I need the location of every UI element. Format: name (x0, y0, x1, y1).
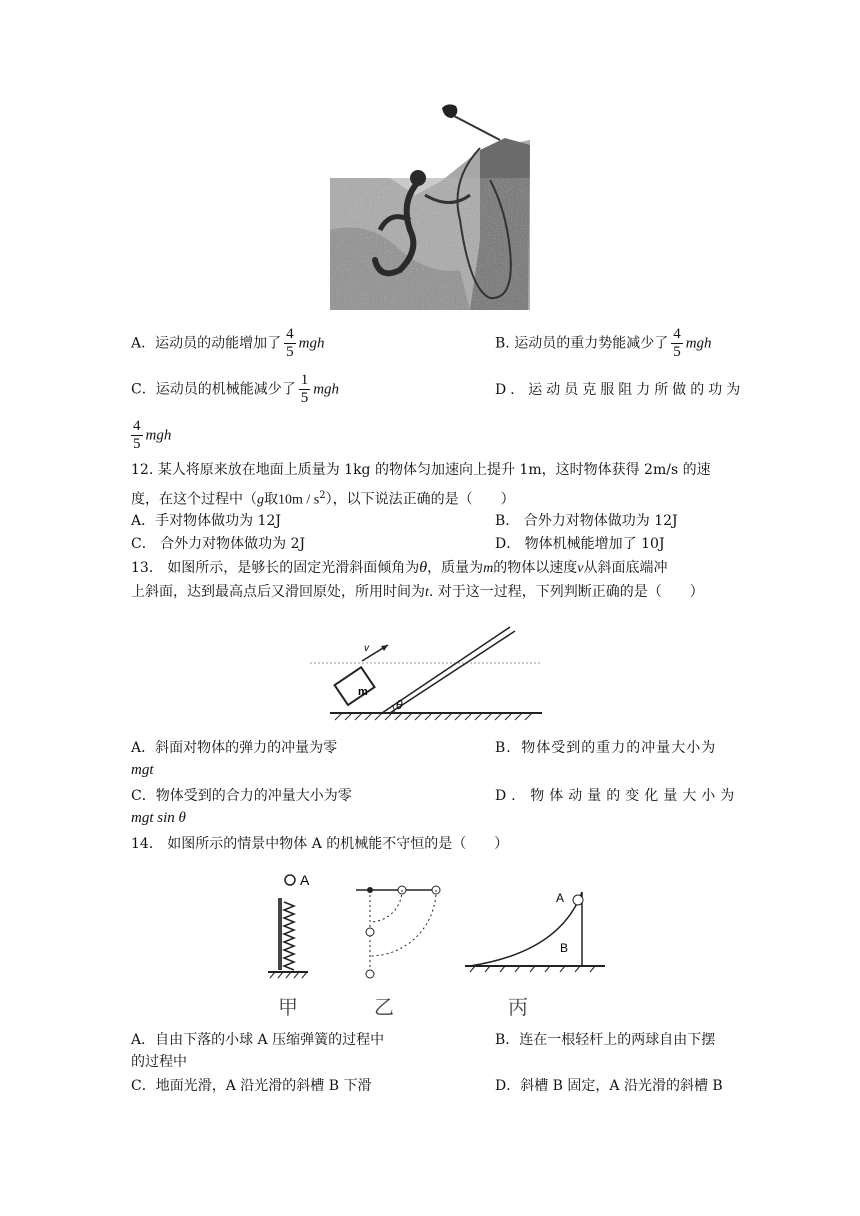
mgh-term: mgh (145, 427, 172, 444)
q12-stem-line1: 12. 某人将原来放在地面上质量为 1kg 的物体匀加速向上提升 1m，这时物体获得 2m/s 的速 (131, 462, 711, 478)
ball-a-label: A (300, 872, 310, 888)
q11-option-d-text: D．运动员克服阻力所做的功为 (495, 382, 745, 398)
incline-figure (310, 625, 545, 725)
ramp-a-label: A (556, 891, 565, 905)
ramp-b-label: B (560, 941, 569, 955)
q13-stem-text: 的物体以速度 (493, 560, 578, 576)
q12-stem-text: 取 (264, 491, 278, 508)
q13-stem-text: 上斜面，达到最高点后又滑回原处，所用时间为 (131, 584, 425, 600)
q12-option-c: C． 合外力对物体做功为 2J (131, 536, 306, 552)
q14-figures (260, 862, 620, 1022)
q13-option-b-cont: mgt (131, 762, 154, 778)
mass-label: m (358, 686, 368, 698)
fraction-1-5 (299, 372, 311, 407)
q11-option-c (131, 372, 339, 407)
velocity-label: v (364, 643, 369, 654)
q11-option-d (495, 380, 745, 400)
q13-stem-text: ，质量为 (427, 560, 484, 576)
fraction-numerator: 4 (286, 326, 294, 342)
q11-option-b (495, 326, 712, 361)
g-symbol: g (257, 492, 264, 508)
q14-option-a-cont: 的过程中 (131, 1054, 187, 1070)
q12-option-d: D． 物体机械能增加了 10J (495, 536, 665, 552)
fraction-4-5 (671, 326, 683, 361)
m-symbol: m (483, 561, 494, 576)
q14-stem: 14． 如图所示的情景中物体 A 的机械能不守恒的是（ ） (131, 836, 509, 852)
q11-option-b-text: B. 运动员的重力势能减少了 (495, 335, 669, 352)
q14-option-a: A．自由下落的小球 A 压缩弹簧的过程中 (131, 1032, 385, 1048)
fraction-numerator: 4 (673, 326, 681, 342)
fraction-denominator: 5 (133, 436, 141, 452)
q13-option-c: C．物体受到的合力的冲量大小为零 (131, 788, 352, 804)
q13-option-a: A．斜面对物体的弹力的冲量为零 (131, 740, 338, 756)
fraction-denominator: 5 (673, 344, 681, 360)
q12-option-b: B． 合外力对物体做功为 12J (495, 513, 678, 529)
fraction-4-5 (284, 326, 296, 361)
q14-option-d: D．斜槽 B 固定，A 沿光滑的斜槽 B (495, 1078, 723, 1094)
q13-stem-text: . 对于这一过程，下列判断正确的是（ ） (428, 584, 704, 600)
q13-stem-text: 从斜面底端冲 (583, 560, 668, 576)
q13-option-d-cont: mgt sin θ (131, 810, 186, 826)
q13-stem-line1 (131, 558, 667, 579)
g-value: 10m / s (278, 492, 320, 508)
q12-stem-text: 度，在这个过程中（ (131, 491, 257, 508)
superscript: 2 (319, 490, 326, 501)
climber-photo (330, 100, 530, 310)
q11-option-a (131, 326, 324, 361)
t-symbol: t (425, 585, 429, 600)
q13-option-b: B．物体受到的重力的冲量大小为 (495, 740, 717, 756)
fig-label-yi: 乙 (374, 997, 394, 1019)
spring-figure (268, 872, 310, 1019)
q12-stem-line2 (131, 486, 515, 511)
q14-option-c: C．地面光滑，A 沿光滑的斜槽 B 下滑 (131, 1078, 372, 1094)
fraction-4-5 (131, 418, 143, 453)
theta-label: θ (396, 698, 403, 712)
q11-option-d-cont (131, 418, 171, 453)
fraction-numerator: 1 (300, 372, 309, 388)
q12-stem-text: ），以下说法正确的是（ ） (325, 491, 515, 508)
q11-option-a-text: A．运动员的动能增加了 (131, 335, 282, 352)
q13-stem-text: 13． 如图所示，是够长的固定光滑斜面倾角为 (131, 560, 420, 576)
mgh-term: mgh (313, 381, 340, 398)
fraction-denominator: 5 (286, 344, 294, 360)
q13-option-d: D．物体动量的变化量大小为 (495, 788, 740, 804)
fraction-denominator: 5 (300, 390, 309, 406)
q13-stem-line2 (131, 582, 704, 603)
fig-label-jia: 甲 (278, 997, 298, 1019)
mgh-term: mgh (685, 335, 712, 352)
q11-option-c-text: C．运动员的机械能减少了 (131, 381, 296, 398)
fraction-numerator: 4 (133, 418, 141, 434)
pendulum-figure (356, 886, 440, 1019)
mgh-term: mgh (298, 335, 325, 352)
theta-symbol: θ (419, 559, 428, 576)
ramp-figure (465, 891, 605, 1019)
fig-label-bing: 丙 (508, 997, 528, 1019)
q12-option-a: A．手对物体做功为 12J (131, 513, 281, 529)
v-symbol: v (577, 561, 584, 576)
q14-option-b: B．连在一根轻杆上的两球自由下摆 (495, 1032, 716, 1048)
